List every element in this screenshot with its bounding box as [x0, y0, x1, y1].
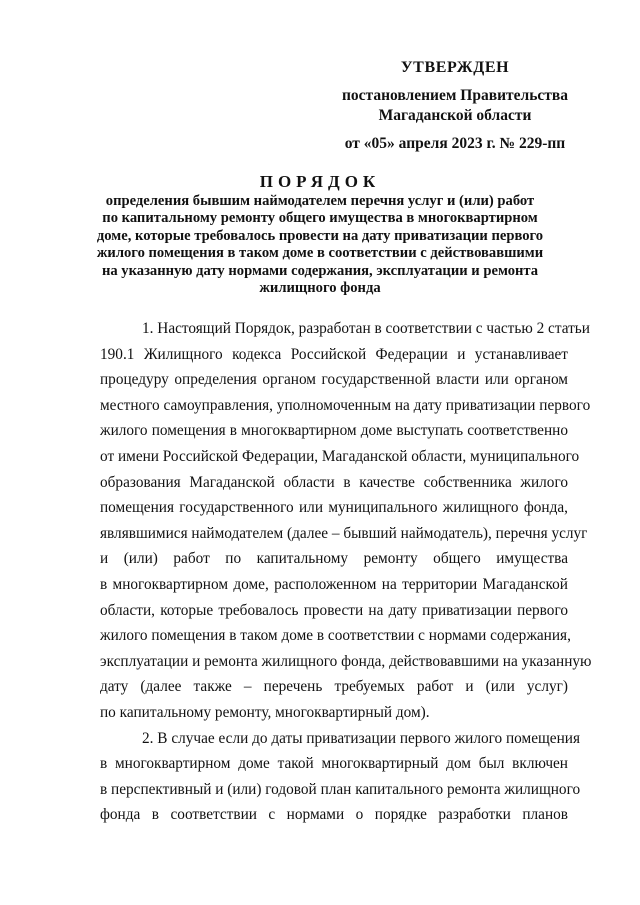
paragraph-1-line: образования Магаданской области в качестве собственника жилого: [100, 473, 568, 491]
paragraph-1-line: области, которые требовалось провести на дату приватизации первого: [100, 601, 568, 619]
approval-line-1: постановлением Правительства: [341, 87, 569, 104]
paragraph-1-line: жилого помещения в многоквартирном доме выступать соответственно: [100, 422, 568, 440]
document-subtitle: [95, 193, 545, 297]
paragraph-2-line: в перспективный и (или) годовой план капитального ремонта жилищного: [100, 780, 581, 798]
paragraph-1-line: по капитальному ремонту, многоквартирный дом).: [100, 703, 430, 721]
paragraph-2-line: в многоквартирном доме такой многоквартирный дом был включен: [100, 755, 568, 773]
paragraph-1-line: дату (далее также – перечень требуемых работ и (или услуг): [100, 678, 568, 696]
approval-line-2: Магаданской области: [378, 107, 532, 124]
paragraph-1-line: местного самоуправления, уполномоченным на дату приватизации первого: [100, 396, 591, 414]
document-body: [100, 316, 592, 828]
subtitle-line: по капитальному ремонту общего имущества в многоквартирном: [102, 210, 538, 227]
paragraph-1-line: 1. Настоящий Порядок, разработан в соответствии с частью 2 статьи: [142, 320, 590, 337]
paragraph-1-line: от имени Российской Федерации, Магаданской области, муниципального: [100, 447, 580, 465]
approval-heading: УТВЕРЖДЕН: [400, 59, 510, 76]
paragraph-1-line: процедуру определения органом государственной власти или органом: [100, 371, 568, 389]
paragraph-1-line: в многоквартирном доме, расположенном на территории Магаданской: [100, 575, 568, 593]
approval-block: [330, 58, 580, 154]
paragraph-2-line: 2. В случае если до даты приватизации первого жилого помещения: [142, 729, 580, 747]
subtitle-line: определения бывшим наймодателем перечня услуг и (или) работ: [105, 193, 535, 209]
subtitle-line: доме, которые требовалось провести на дату приватизации первого: [96, 227, 544, 244]
subtitle-line: жилого помещения в таком доме в соответствии с действовавшими: [96, 245, 544, 262]
subtitle-line: на указанную дату нормами содержания, эксплуатации и ремонта: [101, 262, 539, 279]
document-title: ПОРЯДОК: [259, 172, 381, 191]
paragraph-1-line: жилого помещения в таком доме в соответствии с нормами содержания,: [100, 627, 571, 645]
paragraph-1-line: и (или) работ по капитальному ремонту общего имущества: [100, 550, 568, 568]
paragraph-1-line: 190.1 Жилищного кодекса Российской Федерации и устанавливает: [100, 345, 568, 363]
paragraph-1-line: являвшимися наймодателем (далее – бывший наймодатель), перечня услуг: [100, 524, 588, 542]
subtitle-line: жилищного фонда: [259, 280, 381, 297]
approval-date: от «05» апреля 2023 г. № 229-пп: [344, 135, 566, 152]
paragraph-2-line: фонда в соответствии с нормами о порядке разработки планов: [100, 806, 568, 824]
paragraph-1-line: помещения государственного или муниципального жилищного фонда,: [100, 499, 568, 517]
paragraph-1-line: эксплуатации и ремонта жилищного фонда, действовавшими на указанную: [100, 652, 592, 670]
